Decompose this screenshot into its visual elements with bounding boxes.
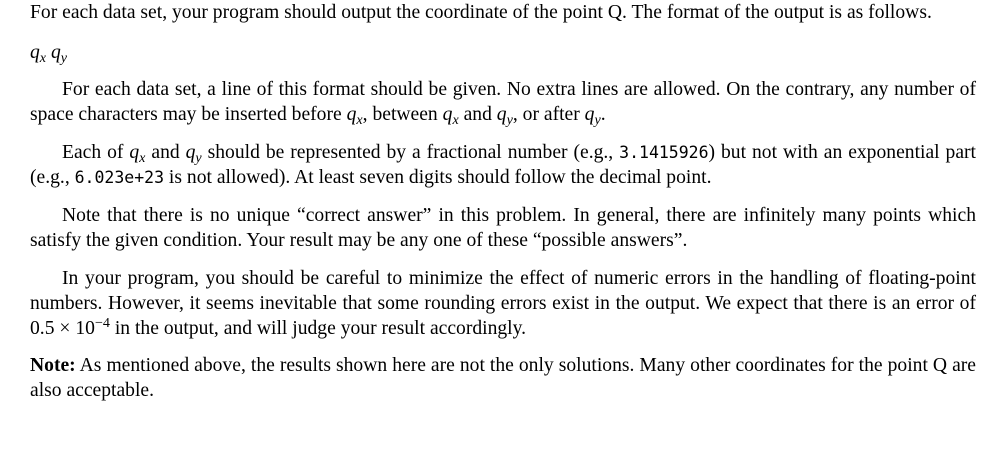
output-format-line xyxy=(30,40,976,65)
qy-symbol: $q_y$ xyxy=(584,104,601,128)
qy-symbol: $q_y$ xyxy=(496,104,513,128)
code-example-exponent: 6.023e+23 xyxy=(74,168,165,187)
qy-symbol: $q_y$ xyxy=(185,142,202,166)
qy-symbol: $q_y$ xyxy=(50,42,68,66)
format-rules-paragraph: For each data set, a line of this format should be given. No extra lines are allowed. On the contrary, any number of space characters may be inserted before $q_x$, between $q_x$ and $q_y$, or after $q_y$. xyxy=(30,79,976,128)
note-label: Note: xyxy=(30,355,76,376)
output-intro-paragraph xyxy=(30,0,976,25)
no-unique-answer-paragraph: Note that there is no unique “correct answer” in this problem. In general, there are infinitely many points which satisfy the given condition. Your result may be any one of these “possible answers”. xyxy=(30,205,976,251)
code-example-fraction: 3.1415926 xyxy=(619,143,709,162)
qx-symbol: $q_x$ xyxy=(442,104,459,128)
problem-output-section xyxy=(30,0,976,403)
number-format-paragraph: Each of $q_x$ and $q_y$ should be represented by a fractional number (e.g., 3.1415926) but not with an exponential part (e.g., 6.023e+23 is not allowed). At least seven digits should follow the decimal point. xyxy=(30,142,976,188)
error-tolerance-value: $0.5 \times 10^{-4}$ xyxy=(30,314,110,339)
output-intro-text: For each data set, your program should output the coordinate of the point Q. The format of the output is as follows. xyxy=(30,2,932,23)
note-paragraph xyxy=(30,353,976,403)
note-text: As mentioned above, the results shown here are not the only solutions. Many other coordinates for the point Q are also acceptable. xyxy=(30,355,976,401)
numeric-error-paragraph: In your program, you should be careful to minimize the effect of numeric errors in the handling of floating-point numbers. However, it seems inevitable that some rounding errors exist in the output. We expect that there is an error of $0.5 \times 10^{-4}$ in the output, and will judge your result accordingly. xyxy=(30,268,976,339)
qx-symbol: $q_x$ xyxy=(129,142,146,166)
qx-symbol: $q_x$ xyxy=(346,104,363,128)
qx-symbol: $q_x$ xyxy=(30,42,47,66)
